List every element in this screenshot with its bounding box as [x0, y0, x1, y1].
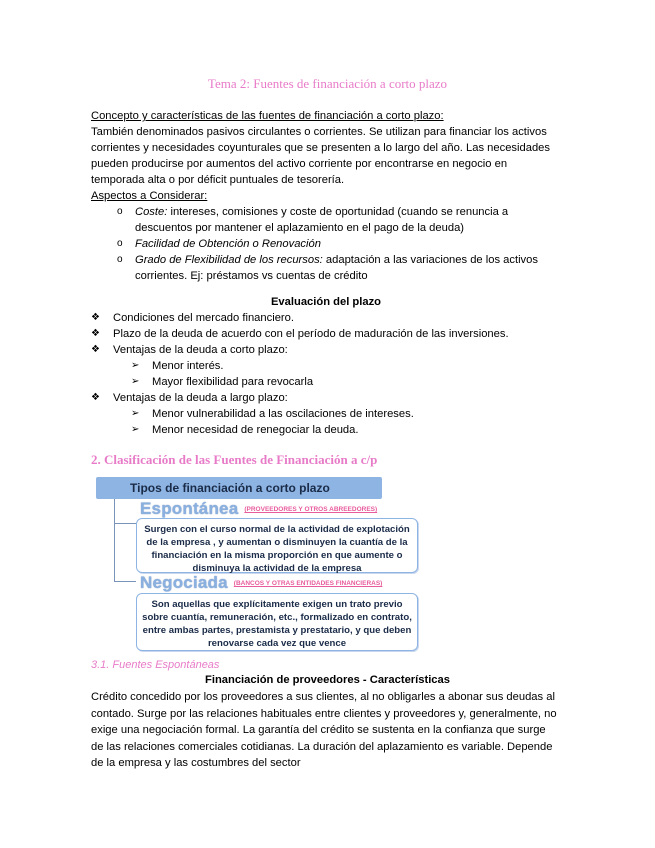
- evaluacion-item: [91, 326, 561, 342]
- evaluacion-list: [91, 310, 561, 438]
- ventaja-text: Mayor flexibilidad para revocarla: [152, 376, 314, 388]
- espontanea-note: (PROVEEDORES Y OTROS ABREEDORES): [244, 506, 378, 514]
- diagram-connector: [114, 523, 136, 524]
- subsection-3-1-heading: 3.1. Fuentes Espontáneas: [91, 659, 220, 671]
- aspecto-text: intereses, comisiones y coste de oportunidad (cuando se renuncia a descuentos por mantener el aplazamiento en el pago de la deuda): [135, 206, 509, 234]
- diamond-bullet-icon: ❖: [91, 312, 100, 323]
- arrow-bullet-icon: ➢: [131, 376, 140, 387]
- aspectos-heading: Aspectos a Considerar:: [91, 190, 208, 202]
- ventaja-item: [131, 374, 561, 390]
- section-2-heading: 2. Clasificación de las Fuentes de Financiación a c/p: [91, 452, 378, 467]
- ventaja-text: Menor vulnerabilidad a las oscilaciones de intereses.: [152, 408, 414, 420]
- negociada-label: [140, 573, 382, 593]
- aspecto-text: adaptación a las variaciones de los activos corrientes. Ej: préstamos vs cuentas de crédito: [135, 254, 538, 282]
- arrow-bullet-icon: ➢: [131, 360, 140, 371]
- negociada-name: Negociada: [140, 573, 228, 592]
- evaluacion-item: [91, 342, 561, 390]
- concepto-section: [91, 108, 561, 284]
- diamond-bullet-icon: ❖: [91, 328, 100, 339]
- ventajas-largo-list: [113, 406, 561, 438]
- diamond-bullet-icon: ❖: [91, 344, 100, 355]
- espontanea-label: [140, 499, 377, 519]
- ventaja-item: [131, 358, 561, 374]
- concepto-text: También denominados pasivos circulantes o corrientes. Se utilizan para financiar los activos corrientes y necesidades coyunturales que se presenten a lo largo del año. Las necesidades pueden producirse por aumentos del activo corriente por encontrarse en negocio en temporada alta o por déficit puntuales de tesorería.: [91, 126, 550, 186]
- ventaja-text: Menor interés.: [152, 360, 224, 372]
- aspecto-item-coste: [117, 204, 561, 236]
- evaluacion-item-text: Ventajas de la deuda a corto plazo:: [113, 344, 288, 356]
- financiacion-proveedores-heading: Financiación de proveedores - Características: [205, 674, 450, 686]
- diamond-bullet-icon: ❖: [91, 392, 100, 403]
- negociada-description: Son aquellas que explícitamente exigen un trato previo sobre cuantía, remuneración, etc., formalizado en contrato, entre ambas partes, prestamista y prestatario, y que deben renovarse cada vez que vence: [136, 593, 418, 651]
- financing-types-diagram: [96, 473, 418, 659]
- evaluacion-item: [91, 390, 561, 438]
- aspectos-list: [91, 204, 561, 284]
- diagram-header: Tipos de financiación a corto plazo: [96, 477, 382, 499]
- diagram-connector: [114, 499, 115, 581]
- evaluacion-item-text: Plazo de la deuda de acuerdo con el período de maduración de las inversiones.: [113, 328, 509, 340]
- document-title: Tema 2: Fuentes de financiación a corto plazo: [207, 76, 448, 91]
- ventajas-corto-list: [113, 358, 561, 390]
- evaluacion-item: [91, 310, 561, 326]
- concepto-heading: Concepto y características de las fuentes de financiación a corto plazo:: [91, 110, 444, 122]
- arrow-bullet-icon: ➢: [131, 408, 140, 419]
- negociada-note: (BANCOS Y OTRAS ENTIDADES FINANCIERAS): [233, 580, 383, 588]
- aspecto-label: Grado de Flexibilidad de los recursos:: [135, 254, 323, 266]
- evaluacion-heading: Evaluación del plazo: [270, 296, 382, 308]
- espontanea-description: Surgen con el curso normal de la actividad de explotación de la empresa , y aumentan o disminuyen la cuantía de la financiación en la misma proporción en que aumente o disminuya la actividad de la empresa: [136, 518, 418, 573]
- ventaja-item: [131, 422, 561, 438]
- arrow-bullet-icon: ➢: [131, 424, 140, 435]
- financiacion-proveedores-text: Crédito concedido por los proveedores a sus clientes, al no obligarles a abonar sus deudas al contado. Surge por las relaciones habituales entre clientes y proveedores y, generalmente, no exige una negociación formal. La garantía del crédito se sustenta en la confianza que surge de las relaciones comerciales cotidianas. La duración del aplazamiento es variable. Depende de la empresa y las costumbres del sector: [91, 691, 557, 769]
- ventaja-text: Menor necesidad de renegociar la deuda.: [152, 424, 359, 436]
- evaluacion-section: [91, 294, 561, 438]
- evaluacion-item-text: Condiciones del mercado financiero.: [113, 312, 294, 324]
- ventaja-item: [131, 406, 561, 422]
- diagram-connector: [114, 581, 136, 582]
- aspecto-item-facilidad: [117, 236, 561, 252]
- espontanea-name: Espontánea: [140, 499, 239, 518]
- evaluacion-item-text: Ventajas de la deuda a largo plazo:: [113, 392, 288, 404]
- aspecto-item-flexibilidad: [117, 252, 561, 284]
- aspecto-label: Coste:: [135, 206, 168, 218]
- aspecto-label: Facilidad de Obtención o Renovación: [135, 238, 321, 250]
